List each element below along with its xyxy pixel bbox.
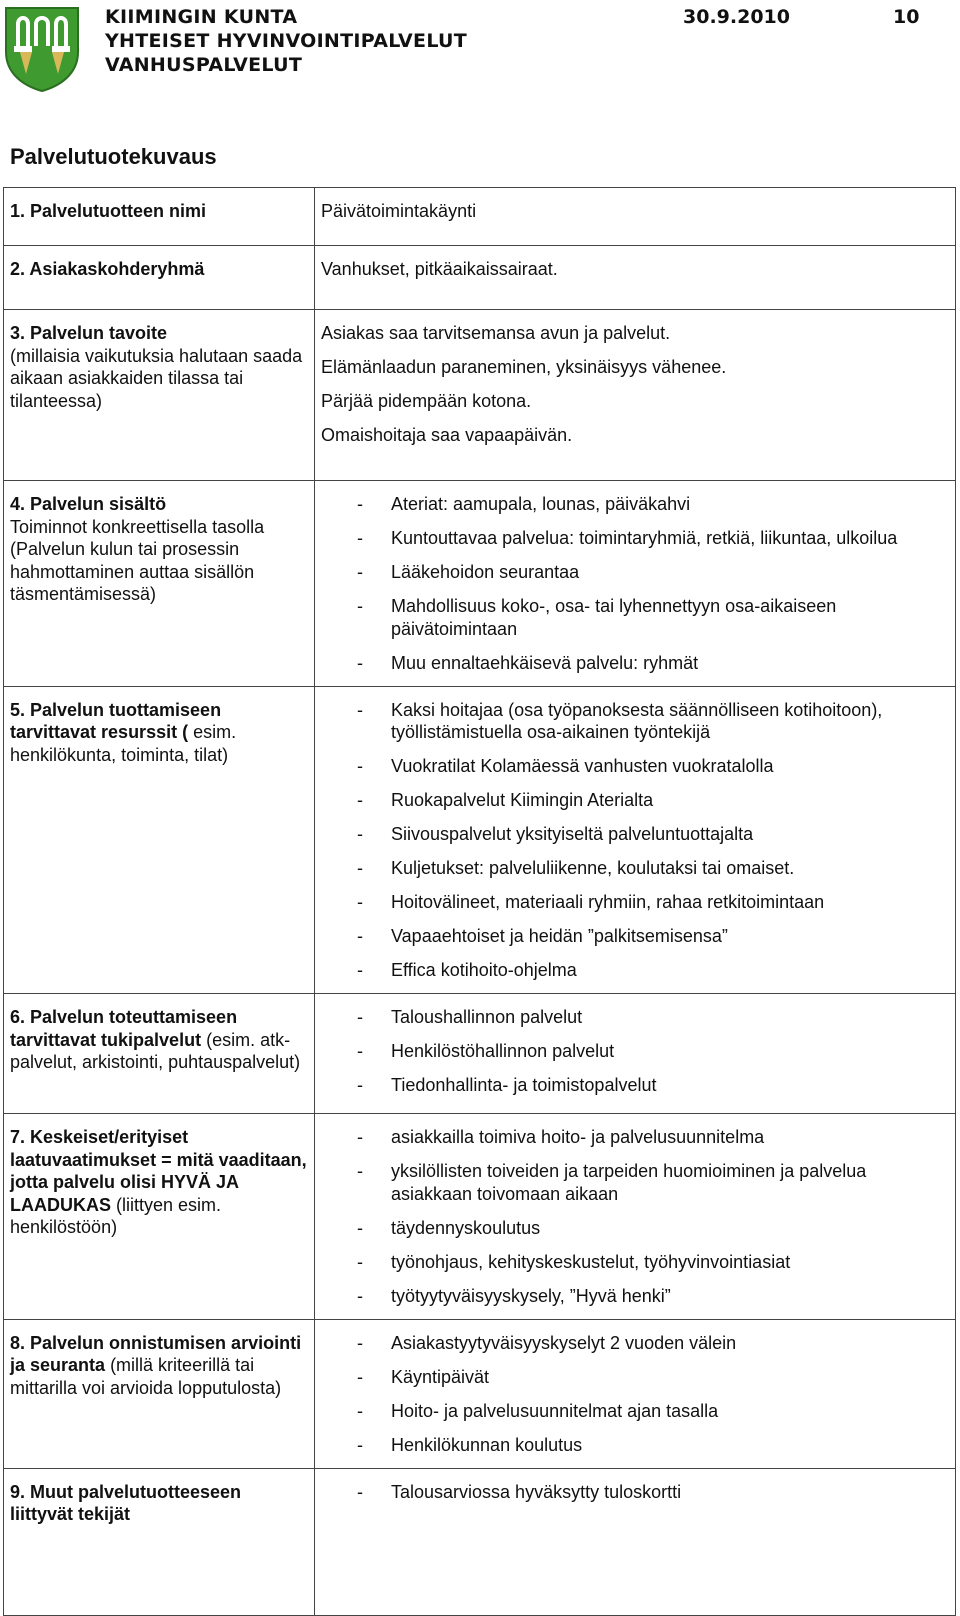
table-row: [4, 686, 956, 994]
list-item-text: Taloushallinnon palvelut: [391, 1007, 583, 1027]
list-item: [321, 1434, 949, 1457]
dash-bullet-icon: -: [357, 1041, 363, 1061]
row-label-cell: [4, 310, 315, 481]
row-value-cell: [315, 310, 956, 481]
value-list: [321, 699, 949, 982]
list-item: [321, 857, 949, 880]
list-item: [321, 1481, 949, 1504]
dash-bullet-icon: -: [357, 1332, 363, 1353]
list-item-text: asiakkailla toimiva hoito- ja palvelusuunnitelma: [391, 1127, 765, 1147]
list-item-text: Henkilöstöhallinnon palvelut: [391, 1041, 615, 1061]
table-row: [4, 1319, 956, 1468]
row-label-note: (millä kriteerillä tai mittarilla voi arvioida lopputulosta): [10, 1355, 282, 1398]
list-item-text: Vapaaehtoiset ja heidän ”palkitsemisensa”: [391, 926, 728, 946]
row-label-note: (millaisia vaikutuksia halutaan saada aikaan asiakkaiden tilassa tai tilanteessa): [10, 345, 303, 411]
value-line: Elämänlaadun paraneminen, yksinäisyys vähenee.: [321, 357, 727, 377]
list-item: [321, 959, 949, 982]
department-name: YHTEISET HYVINVOINTIPALVELUT: [105, 30, 468, 52]
document-date: 30.9.2010: [683, 6, 790, 28]
value-list: [321, 1126, 949, 1307]
list-item: [321, 1366, 949, 1389]
list-item: [321, 493, 949, 516]
list-item-text: Talousarviossa hyväksytty tuloskortti: [391, 1481, 682, 1502]
municipal-crest-icon: [4, 6, 80, 92]
list-item-text: Lääkehoidon seurantaa: [391, 562, 580, 582]
dash-bullet-icon: -: [357, 1366, 363, 1387]
list-item-text: Henkilökunnan koulutus: [391, 1434, 583, 1455]
value-line: Vanhukset, pitkäaikaissairaat.: [321, 259, 558, 279]
list-item-text: Ruokapalvelut Kiimingin Aterialta: [391, 790, 654, 810]
list-item: [321, 652, 949, 675]
list-item-text: Mahdollisuus koko-, osa- tai lyhennettyyn osa-aikaiseen päivätoimintaan: [391, 596, 837, 639]
value-line: Omaishoitaja saa vapaapäivän.: [321, 425, 573, 445]
row-label-note: Toiminnot konkreettisella tasolla (Palvelun kulun tai prosessin hahmottaminen auttaa sisällön täsmentämisessä): [10, 516, 265, 604]
row-label-cell: [4, 686, 315, 994]
dash-bullet-icon: -: [357, 1075, 363, 1095]
row-label-heading: 3. Palvelun tavoite: [10, 323, 168, 343]
dash-bullet-icon: -: [357, 1007, 363, 1027]
list-item-text: Ateriat: aamupala, lounas, päiväkahvi: [391, 494, 691, 514]
table-row: [4, 246, 956, 310]
dash-bullet-icon: -: [357, 528, 363, 548]
document-title: Palvelutuotekuvaus: [10, 144, 217, 169]
list-item-text: Siivouspalvelut yksityiseltä palveluntuottajalta: [391, 824, 754, 844]
row-label-heading: 8. Palvelun onnistumisen arviointi ja seuranta: [10, 1332, 302, 1375]
list-item: [321, 755, 949, 778]
page-number: 10: [893, 6, 920, 28]
table-row: [4, 1468, 956, 1615]
row-label-cell: [4, 1319, 315, 1468]
list-item: [321, 1126, 949, 1149]
table-row: [4, 994, 956, 1114]
row-label-cell: [4, 481, 315, 687]
list-item-text: Hoitovälineet, materiaali ryhmiin, rahaa retkitoimintaan: [391, 892, 825, 912]
list-item-text: yksilöllisten toiveiden ja tarpeiden huomioiminen ja palvelua asiakkaan toivomaan aikaan: [391, 1161, 867, 1204]
dash-bullet-icon: -: [357, 562, 363, 582]
list-item-text: Effica kotihoito-ohjelma: [391, 960, 577, 980]
dash-bullet-icon: -: [357, 1217, 363, 1238]
list-item-text: Käyntipäivät: [391, 1366, 490, 1387]
dash-bullet-icon: -: [357, 494, 363, 514]
row-label-cell: [4, 994, 315, 1114]
table-row: [4, 310, 956, 481]
list-item: [321, 925, 949, 948]
list-item: [321, 561, 949, 584]
list-item-text: Hoito- ja palvelusuunnitelmat ajan tasalla: [391, 1400, 719, 1421]
row-value-cell: [315, 188, 956, 246]
dash-bullet-icon: -: [357, 1434, 363, 1455]
dash-bullet-icon: -: [357, 960, 363, 980]
dash-bullet-icon: -: [357, 1285, 363, 1306]
row-label-cell: [4, 1114, 315, 1320]
list-item: [321, 1006, 949, 1029]
list-item: [321, 595, 949, 640]
list-item-text: Asiakastyytyväisyyskyselyt 2 vuoden välein: [391, 1332, 737, 1353]
row-label-cell: [4, 246, 315, 310]
list-item-text: Muu ennaltaehkäisevä palvelu: ryhmät: [391, 652, 699, 673]
dash-bullet-icon: -: [357, 1161, 363, 1181]
row-label-heading: 2. Asiakaskohderyhmä: [10, 259, 205, 279]
table-row: [4, 1114, 956, 1320]
value-list: [321, 1332, 949, 1457]
dash-bullet-icon: -: [357, 1481, 363, 1502]
list-item: [321, 1217, 949, 1240]
list-item-text: Tiedonhallinta- ja toimistopalvelut: [391, 1075, 657, 1095]
row-label-note: (liittyen esim. henkilöstöön): [10, 1194, 222, 1237]
row-label-cell: [4, 188, 315, 246]
org-name: KIIMINGIN KUNTA: [105, 6, 298, 28]
list-item-text: täydennyskoulutus: [391, 1217, 541, 1238]
list-item-text: Vuokratilat Kolamäessä vanhusten vuokratalolla: [391, 756, 774, 776]
list-item-text: Kaksi hoitajaa (osa työpanoksesta säännölliseen kotihoitoon), työllistämistuella osa-aikainen työntekijä: [391, 699, 883, 742]
page-header: [0, 0, 960, 100]
list-item: [321, 1251, 949, 1274]
row-value-cell: [315, 481, 956, 687]
row-value-cell: [315, 1114, 956, 1320]
dash-bullet-icon: -: [357, 652, 363, 673]
list-item: [321, 527, 949, 550]
table-row: [4, 188, 956, 246]
dash-bullet-icon: -: [357, 1400, 363, 1421]
dash-bullet-icon: -: [357, 1127, 363, 1147]
list-item: [321, 1285, 949, 1308]
value-line: Päivätoimintakäynti: [321, 201, 477, 221]
dash-bullet-icon: -: [357, 596, 363, 616]
dash-bullet-icon: -: [357, 1251, 363, 1272]
list-item: [321, 1332, 949, 1355]
row-label-note: (esim. atk-palvelut, arkistointi, puhtauspalvelut): [10, 1029, 301, 1072]
list-item: [321, 699, 949, 744]
list-item: [321, 1074, 949, 1097]
table-row: [4, 481, 956, 687]
list-item-text: Kuntouttavaa palvelua: toimintaryhmiä, retkiä, liikuntaa, ulkoilua: [391, 528, 898, 548]
row-label-heading: 4. Palvelun sisältö: [10, 494, 167, 514]
row-value-cell: [315, 1319, 956, 1468]
row-label-heading: 6. Palvelun toteuttamiseen tarvittavat tukipalvelut: [10, 1007, 238, 1050]
dash-bullet-icon: -: [357, 892, 363, 912]
value-list: [321, 493, 949, 674]
row-label-heading: 5. Palvelun tuottamiseen tarvittavat resurssit (: [10, 699, 222, 742]
dash-bullet-icon: -: [357, 824, 363, 844]
list-item-text: työtyytyväisyyskysely, ”Hyvä henki”: [391, 1285, 671, 1306]
service-description-table: [3, 187, 956, 1616]
row-label-heading: 9. Muut palvelutuotteeseen liittyvät tekijät: [10, 1481, 242, 1524]
row-label-heading: 7. Keskeiset/erityiset laatuvaatimukset = mitä vaaditaan, jotta palvelu olisi HYVÄ JA LAADUKAS: [10, 1127, 307, 1215]
row-label-heading: 1. Palvelutuotteen nimi: [10, 201, 207, 221]
dash-bullet-icon: -: [357, 790, 363, 810]
list-item-text: työnohjaus, kehityskeskustelut, työhyvinvointiasiat: [391, 1251, 791, 1272]
row-value-cell: [315, 994, 956, 1114]
unit-name: VANHUSPALVELUT: [105, 54, 303, 76]
dash-bullet-icon: -: [357, 699, 363, 720]
list-item: [321, 1160, 949, 1205]
dash-bullet-icon: -: [357, 858, 363, 878]
row-value-cell: [315, 1468, 956, 1615]
row-label-cell: [4, 1468, 315, 1615]
value-line: Asiakas saa tarvitsemansa avun ja palvelut.: [321, 323, 671, 343]
value-line: Pärjää pidempään kotona.: [321, 391, 532, 411]
list-item: [321, 789, 949, 812]
list-item: [321, 891, 949, 914]
dash-bullet-icon: -: [357, 756, 363, 776]
list-item: [321, 1040, 949, 1063]
list-item: [321, 823, 949, 846]
list-item: [321, 1400, 949, 1423]
value-list: [321, 1481, 949, 1504]
row-label-note: esim. henkilökunta, toiminta, tilat): [10, 722, 237, 765]
row-value-cell: [315, 686, 956, 994]
value-list: [321, 1006, 949, 1097]
row-value-cell: [315, 246, 956, 310]
list-item-text: Kuljetukset: palveluliikenne, koulutaksi tai omaiset.: [391, 858, 795, 878]
dash-bullet-icon: -: [357, 926, 363, 946]
